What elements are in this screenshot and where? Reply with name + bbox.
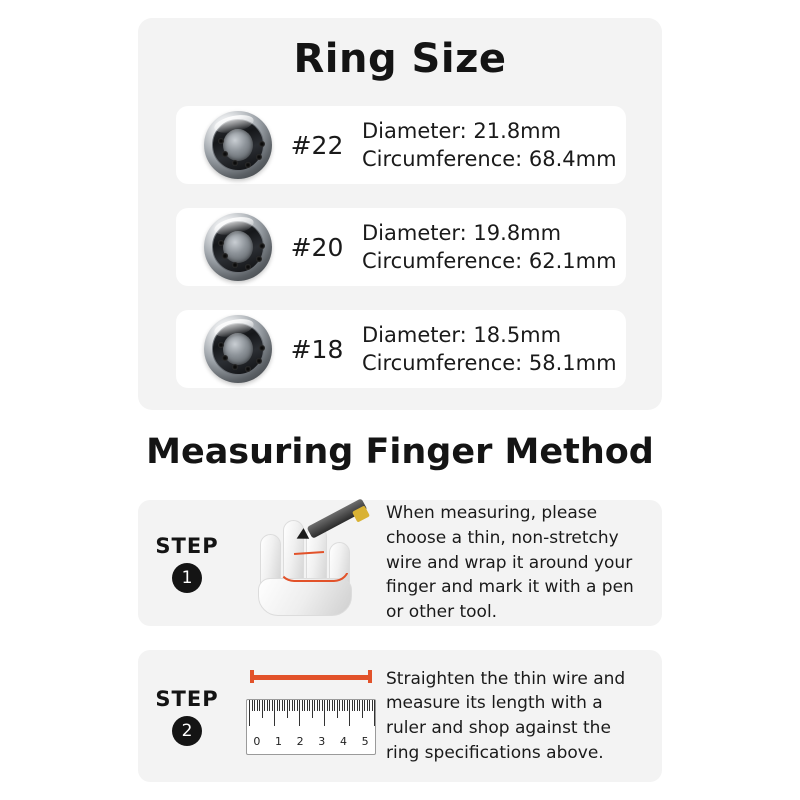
ruler-tick xyxy=(334,700,335,711)
ring-size-row xyxy=(176,106,626,184)
ruler-tick xyxy=(249,700,250,726)
step-number: 2 xyxy=(172,716,202,746)
ruler-tick xyxy=(314,700,315,711)
smart-ring-icon xyxy=(192,312,284,386)
ruler-tick xyxy=(299,700,300,726)
ruler-tick-label: 0 xyxy=(253,735,261,748)
hand-with-wire-and-pen-icon xyxy=(224,508,386,618)
ring-circumference-value: Circumference: 68.4mm xyxy=(362,147,617,171)
smart-ring-icon xyxy=(192,210,284,284)
ring-size-panel xyxy=(138,18,662,410)
step-card-1 xyxy=(138,500,662,626)
step-word: STEP xyxy=(155,533,219,558)
ruler-tick-label: 5 xyxy=(361,735,369,748)
ruler-tick xyxy=(272,700,273,711)
ruler-tick xyxy=(284,700,285,711)
ruler-tick-label: 4 xyxy=(339,735,347,748)
ring-diameter-value: Diameter: 19.8mm xyxy=(362,220,562,245)
ring-size-specs xyxy=(362,219,617,276)
ruler-tick xyxy=(277,700,278,711)
ruler-tick xyxy=(257,700,258,711)
ruler-tick-label: 2 xyxy=(296,735,304,748)
ruler-tick xyxy=(367,700,368,711)
ruler-tick xyxy=(307,700,308,711)
step-card-2 xyxy=(138,650,662,782)
ruler-tick xyxy=(279,700,280,711)
ruler-tick xyxy=(337,700,338,718)
ruler-tick xyxy=(369,700,370,711)
ring-diameter-value: Diameter: 21.8mm xyxy=(362,118,562,143)
ruler-tick xyxy=(362,700,363,718)
ring-circumference-value: Circumference: 58.1mm xyxy=(362,351,617,375)
ruler-tick xyxy=(252,700,253,711)
page-title: Ring Size xyxy=(293,36,507,82)
method-heading: Measuring Finger Method xyxy=(146,432,654,472)
ruler-tick xyxy=(294,700,295,711)
ring-size-row xyxy=(176,208,626,286)
ruler-tick xyxy=(322,700,323,711)
ruler-tick xyxy=(364,700,365,711)
ruler-tick xyxy=(342,700,343,711)
ruler-tick xyxy=(309,700,310,711)
ruler-tick xyxy=(297,700,298,711)
ruler-tick xyxy=(317,700,318,711)
ruler-tick xyxy=(262,700,263,718)
ruler-tick xyxy=(289,700,290,711)
step-number: 1 xyxy=(172,563,202,593)
ring-size-specs xyxy=(362,321,617,378)
ruler-tick xyxy=(324,700,325,726)
step-word: STEP xyxy=(155,686,219,711)
ruler-tick xyxy=(344,700,345,711)
ruler-tick xyxy=(359,700,360,711)
ring-diameter-value: Diameter: 18.5mm xyxy=(362,322,562,347)
ring-size-specs xyxy=(362,117,617,174)
ruler-tick xyxy=(329,700,330,711)
ruler-tick xyxy=(349,700,350,726)
ring-size-row xyxy=(176,310,626,388)
ruler-tick xyxy=(312,700,313,718)
smart-ring-icon xyxy=(192,108,284,182)
ruler-tick xyxy=(302,700,303,711)
ruler-tick xyxy=(352,700,353,711)
step-badge xyxy=(138,534,224,593)
ring-size-label: #18 xyxy=(290,334,344,364)
ruler-tick-label: 1 xyxy=(274,735,282,748)
step-badge xyxy=(138,687,224,746)
ruler-tick xyxy=(354,700,355,711)
ruler-tick xyxy=(282,700,283,711)
ring-size-label: #22 xyxy=(290,130,344,160)
ruler-tick xyxy=(287,700,288,718)
ruler-tick xyxy=(304,700,305,711)
step-description: Straighten the thin wire and measure its length with a ruler and shop against the ring specifications above. xyxy=(386,668,626,763)
ruler-tick xyxy=(357,700,358,711)
ruler-tick xyxy=(347,700,348,711)
ruler-tick xyxy=(269,700,270,711)
ruler-tick xyxy=(264,700,265,711)
ring-size-label: #20 xyxy=(290,232,344,262)
ruler-tick xyxy=(374,700,375,726)
ruler-tick xyxy=(254,700,255,711)
ruler-tick xyxy=(319,700,320,711)
ruler-tick xyxy=(274,700,275,726)
ruler-tick xyxy=(259,700,260,711)
ruler-tick xyxy=(372,700,373,711)
ruler-tick xyxy=(339,700,340,711)
ring-circumference-value: Circumference: 62.1mm xyxy=(362,249,617,273)
step-description: When measuring, please choose a thin, non-stretchy wire and wrap it around your finger and mark it with a pen or other tool. xyxy=(386,503,634,622)
ruler-tick xyxy=(267,700,268,711)
ruler-tick xyxy=(327,700,328,711)
ruler-tick-label: 3 xyxy=(318,735,326,748)
ruler-tick xyxy=(292,700,293,711)
ruler-with-wire-icon xyxy=(224,661,386,771)
ruler-tick xyxy=(332,700,333,711)
